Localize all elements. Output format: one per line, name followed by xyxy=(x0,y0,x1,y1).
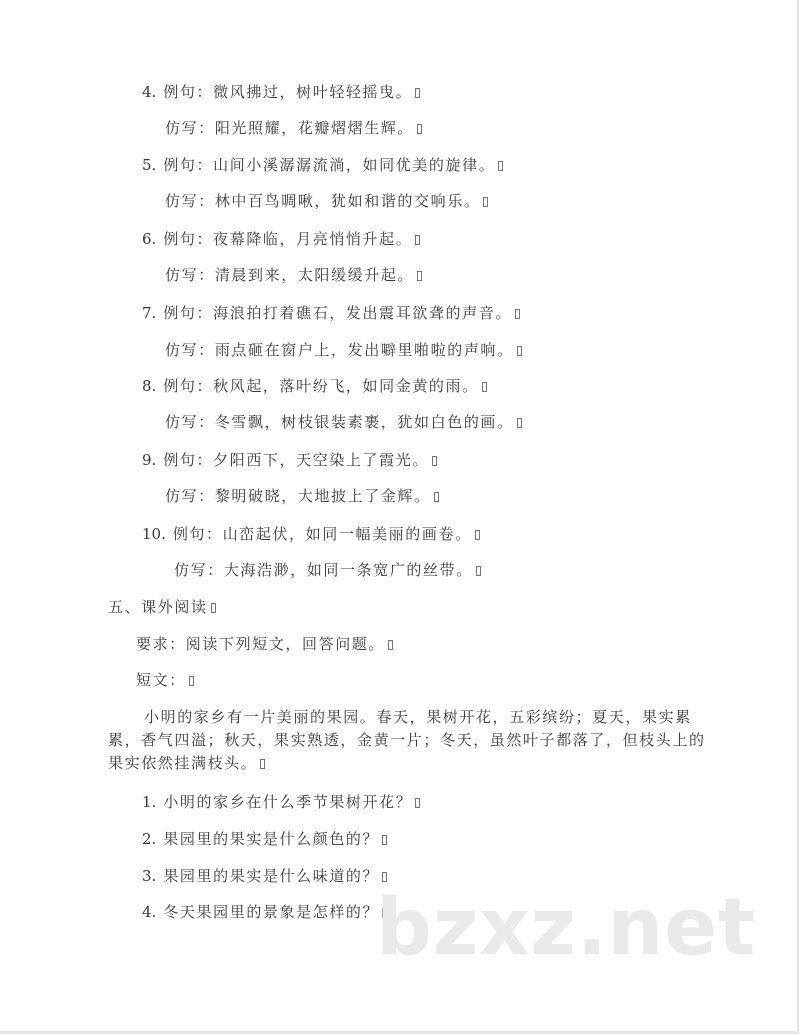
paragraph-mark-icon xyxy=(415,88,420,98)
question-text: 果园里的果实是什么颜色的？ xyxy=(163,830,380,848)
imitation-text: 黎明破晓，大地披上了金辉。 xyxy=(214,487,431,505)
imitation-label: 仿写： xyxy=(165,192,215,210)
question-item xyxy=(142,903,387,921)
question-number: 3. xyxy=(142,867,157,885)
imitation-label: 仿写： xyxy=(165,266,215,284)
paragraph-mark-icon xyxy=(475,530,480,540)
question-number: 1. xyxy=(142,793,157,811)
imitation-label: 仿写： xyxy=(174,561,224,579)
question-text: 冬天果园里的景象是怎样的？ xyxy=(163,903,380,921)
paragraph-mark-icon xyxy=(482,382,487,392)
question-text: 小明的家乡在什么季节果树开花？ xyxy=(163,793,413,811)
imitation-line xyxy=(165,266,422,284)
imitation-label: 仿写： xyxy=(165,413,215,431)
paragraph-mark-icon xyxy=(432,456,437,466)
imitation-line xyxy=(165,119,422,137)
paragraph-mark-icon xyxy=(415,235,420,245)
watermark: bzxz.net xyxy=(376,883,757,973)
paragraph-mark-icon xyxy=(415,798,420,808)
example-text: 微风拂过，树叶轻轻摇曳。 xyxy=(213,83,413,101)
imitation-line xyxy=(165,341,522,359)
item-number: 7. xyxy=(142,304,157,322)
example-line xyxy=(142,525,480,543)
example-label: 例句： xyxy=(172,525,223,543)
example-text: 山峦起伏，如同一幅美丽的画卷。 xyxy=(222,525,472,543)
question-item xyxy=(142,830,387,848)
item-number: 8. xyxy=(142,377,157,395)
imitation-label: 仿写： xyxy=(165,119,215,137)
example-label: 例句： xyxy=(163,377,214,395)
requirement-line xyxy=(136,635,393,653)
example-label: 例句： xyxy=(163,83,214,101)
imitation-text: 雨点砸在窗户上，发出噼里啪啦的声响。 xyxy=(214,341,514,359)
paragraph-mark-icon xyxy=(417,271,422,281)
example-label: 例句： xyxy=(163,304,214,322)
imitation-text: 林中百鸟啁啾，犹如和谐的交响乐。 xyxy=(214,192,481,210)
paragraph-mark-icon xyxy=(189,676,194,686)
passage-paragraph xyxy=(108,706,708,775)
passage-text: 小明的家乡有一片美丽的果园。春天，果树开花，五彩缤纷；夏天，果实累累，香气四溢；秋天，果实熟透，金黄一片；冬天，虽然叶子都落了，但枝头上的果实依然挂满枝头。 xyxy=(108,708,706,772)
item-number: 6. xyxy=(142,230,157,248)
paragraph-mark-icon xyxy=(417,124,422,134)
imitation-line xyxy=(165,413,522,431)
example-text: 山间小溪潺潺流淌，如同优美的旋律。 xyxy=(213,156,496,174)
paragraph-mark-icon xyxy=(517,418,522,428)
question-text: 果园里的果实是什么味道的？ xyxy=(163,867,380,885)
item-number: 10. xyxy=(142,525,166,543)
example-line xyxy=(142,451,437,469)
imitation-text: 冬雪飘，树枝银装素裹，犹如白色的画。 xyxy=(214,413,514,431)
item-number: 5. xyxy=(142,156,157,174)
example-line xyxy=(142,304,520,322)
example-line xyxy=(142,83,420,101)
paragraph-mark-icon xyxy=(498,161,503,171)
section-heading-text: 五、课外阅读 xyxy=(108,598,208,616)
passage-label: 短文： xyxy=(136,671,186,689)
example-text: 夜幕降临，月亮悄悄升起。 xyxy=(213,230,413,248)
imitation-text: 清晨到来，太阳缓缓升起。 xyxy=(214,266,415,284)
question-number: 4. xyxy=(142,903,157,921)
example-label: 例句： xyxy=(163,230,214,248)
paragraph-mark-icon xyxy=(382,872,387,882)
question-number: 2. xyxy=(142,830,157,848)
paragraph-mark-icon xyxy=(517,346,522,356)
paragraph-mark-icon xyxy=(483,197,488,207)
paragraph-mark-icon xyxy=(434,492,439,502)
example-text: 秋风起，落叶纷飞，如同金黄的雨。 xyxy=(213,377,479,395)
item-number: 9. xyxy=(142,451,157,469)
paragraph-mark-icon xyxy=(388,640,393,650)
example-line xyxy=(142,230,420,248)
question-item xyxy=(142,793,420,811)
example-text: 夕阳西下，天空染上了霞光。 xyxy=(213,451,429,469)
paragraph-mark-icon xyxy=(476,566,481,576)
imitation-label: 仿写： xyxy=(165,487,215,505)
paragraph-mark-icon xyxy=(211,603,216,613)
item-number: 4. xyxy=(142,83,157,101)
requirement-text: 要求：阅读下列短文，回答问题。 xyxy=(136,635,386,653)
imitation-line xyxy=(174,561,481,579)
paragraph-mark-icon xyxy=(260,759,265,769)
paragraph-mark-icon xyxy=(515,309,520,319)
example-text: 海浪拍打着礁石，发出震耳欲聋的声音。 xyxy=(213,304,512,322)
example-line xyxy=(142,377,487,395)
example-line xyxy=(142,156,503,174)
imitation-text: 阳光照耀，花瓣熠熠生辉。 xyxy=(214,119,415,137)
imitation-line xyxy=(165,487,439,505)
section-heading xyxy=(108,598,216,616)
imitation-line xyxy=(165,192,488,210)
imitation-text: 大海浩渺，如同一条宽广的丝带。 xyxy=(223,561,473,579)
example-label: 例句： xyxy=(163,451,214,469)
example-label: 例句： xyxy=(163,156,214,174)
paragraph-mark-icon xyxy=(382,835,387,845)
question-item xyxy=(142,867,387,885)
imitation-label: 仿写： xyxy=(165,341,215,359)
passage-label-line xyxy=(136,671,194,689)
